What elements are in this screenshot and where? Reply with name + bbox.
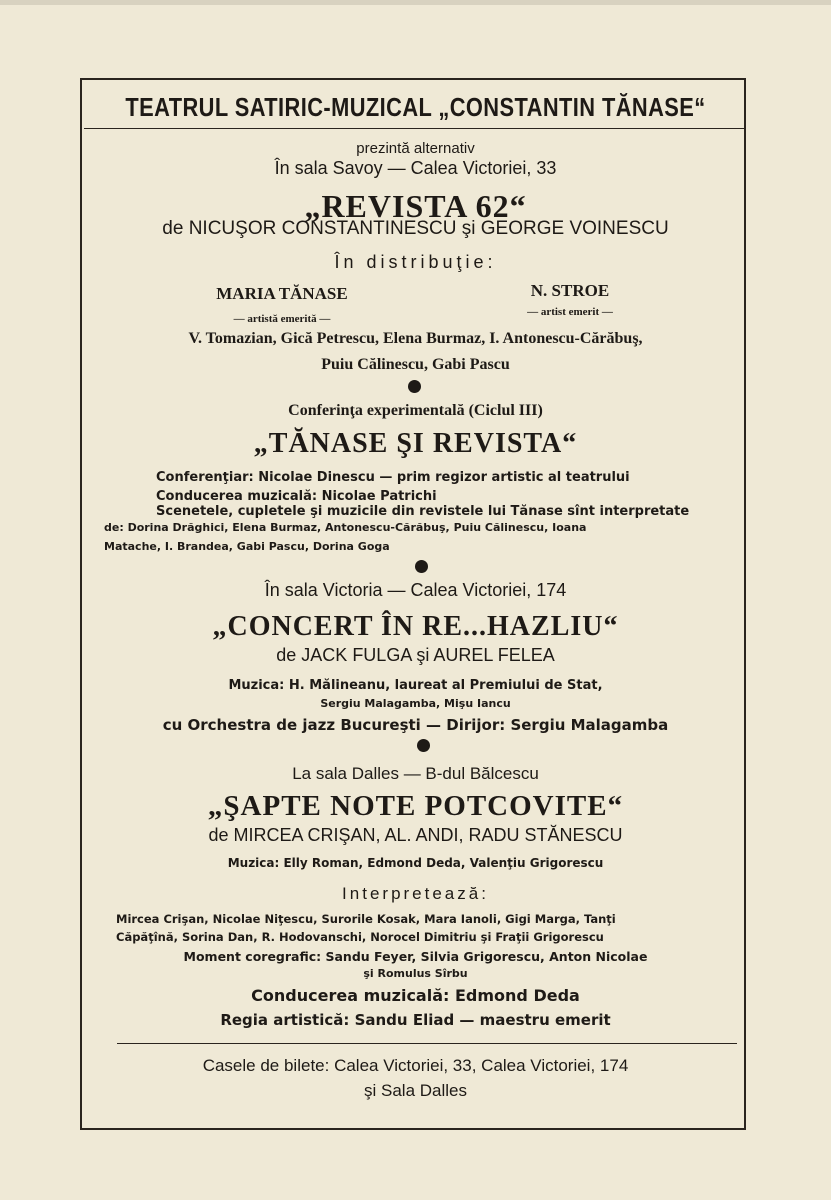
- performers-line-2: Căpăţînă, Sorina Dan, R. Hodovanschi, Norocel Dimitriu şi Fraţii Grigorescu: [116, 930, 604, 944]
- conference-performers-intro: Scenetele, cupletele şi muzicile din revistele lui Tănase sînt interpretate: [156, 504, 690, 519]
- concert-authors: de JACK FULGA şi AUREL FELEA: [276, 645, 555, 665]
- cast-heading: În distribuţie:: [334, 252, 497, 272]
- concert-music-2: Sergiu Malagamba, Mişu Iancu: [320, 697, 511, 710]
- lead-n-stroe-title: — artist emerit —: [527, 306, 613, 318]
- choreography-line-1: Moment coregrafic: Sandu Feyer, Silvia Grigorescu, Anton Nicolae: [183, 949, 648, 964]
- lead-maria-tanase-title: — artistă emerită —: [233, 313, 331, 325]
- orchestra-line: cu Orchestra de jazz Bucureşti — Dirijor: Sergiu Malagamba: [162, 716, 669, 734]
- savoy-venue: În sala Savoy — Calea Victoriei, 33: [274, 158, 557, 178]
- conference-performers-1: de: Dorina Drăghici, Elena Burmaz, Antonescu-Cărăbuş, Puiu Călinescu, Ioana: [104, 521, 587, 534]
- conference-music-direction: Conducerea muzicală: Nicolae Patrichi: [156, 489, 437, 504]
- conference-intro: Conferinţa experimentală (Ciclul III): [288, 402, 543, 419]
- sapte-note-music: Muzica: Elly Roman, Edmond Deda, Valenţiu Grigorescu: [227, 856, 604, 870]
- conference-title: „TĂNASE ŞI REVISTA“: [253, 428, 578, 459]
- lead-maria-tanase: MARIA TĂNASE: [216, 284, 348, 303]
- section-bullet: [417, 739, 430, 752]
- presents-line: prezintă alternativ: [356, 140, 475, 157]
- footer-rule: [117, 1043, 737, 1044]
- top-edge: [0, 0, 831, 5]
- header-rule: [84, 128, 746, 129]
- theatre-name: TEATRUL SATIRIC-MUZICAL „CONSTANTIN TĂNASE“: [125, 92, 706, 122]
- music-direction: Conducerea muzicală: Edmond Deda: [251, 986, 580, 1005]
- conference-speaker: Conferenţiar: Nicolae Dinescu — prim regizor artistic al teatrului: [156, 470, 630, 485]
- conference-performers-2: Matache, I. Brandea, Gabi Pascu, Dorina Goga: [104, 540, 390, 553]
- lead-n-stroe: N. STROE: [530, 281, 610, 300]
- sapte-note-title: „ŞAPTE NOTE POTCOVITE“: [207, 790, 624, 822]
- choreography-line-2: şi Romulus Sîrbu: [363, 967, 468, 980]
- sapte-note-authors: de MIRCEA CRIŞAN, AL. ANDI, RADU STĂNESCU: [208, 825, 623, 845]
- revista-62-authors: de NICUŞOR CONSTANTINESCU şi GEORGE VOINESCU: [162, 218, 669, 239]
- performers-heading: Interpretează:: [342, 884, 489, 903]
- dalles-venue: La sala Dalles — B-dul Bălcescu: [292, 764, 539, 783]
- section-bullet: [408, 380, 421, 393]
- revista-62-title: „REVISTA 62“: [304, 188, 527, 224]
- concert-title: „CONCERT ÎN RE...HAZLIU“: [212, 611, 619, 642]
- cast-line-1: V. Tomazian, Gică Petrescu, Elena Burmaz, I. Antonescu-Cărăbuş,: [188, 330, 643, 347]
- section-bullet: [415, 560, 428, 573]
- box-office-line-1: Casele de bilete: Calea Victoriei, 33, Calea Victoriei, 174: [202, 1056, 629, 1075]
- performers-line-1: Mircea Crişan, Nicolae Niţescu, Surorile Kosak, Mara Ianoli, Gigi Marga, Tanţi: [116, 912, 616, 926]
- cast-line-2: Puiu Călinescu, Gabi Pascu: [321, 356, 510, 373]
- artistic-direction: Regia artistică: Sandu Eliad — maestru emerit: [220, 1011, 611, 1029]
- victoria-venue: În sala Victoria — Calea Victoriei, 174: [264, 580, 567, 600]
- box-office-line-2: şi Sala Dalles: [364, 1081, 467, 1100]
- concert-music-1: Muzica: H. Mălineanu, laureat al Premiului de Stat,: [228, 678, 603, 693]
